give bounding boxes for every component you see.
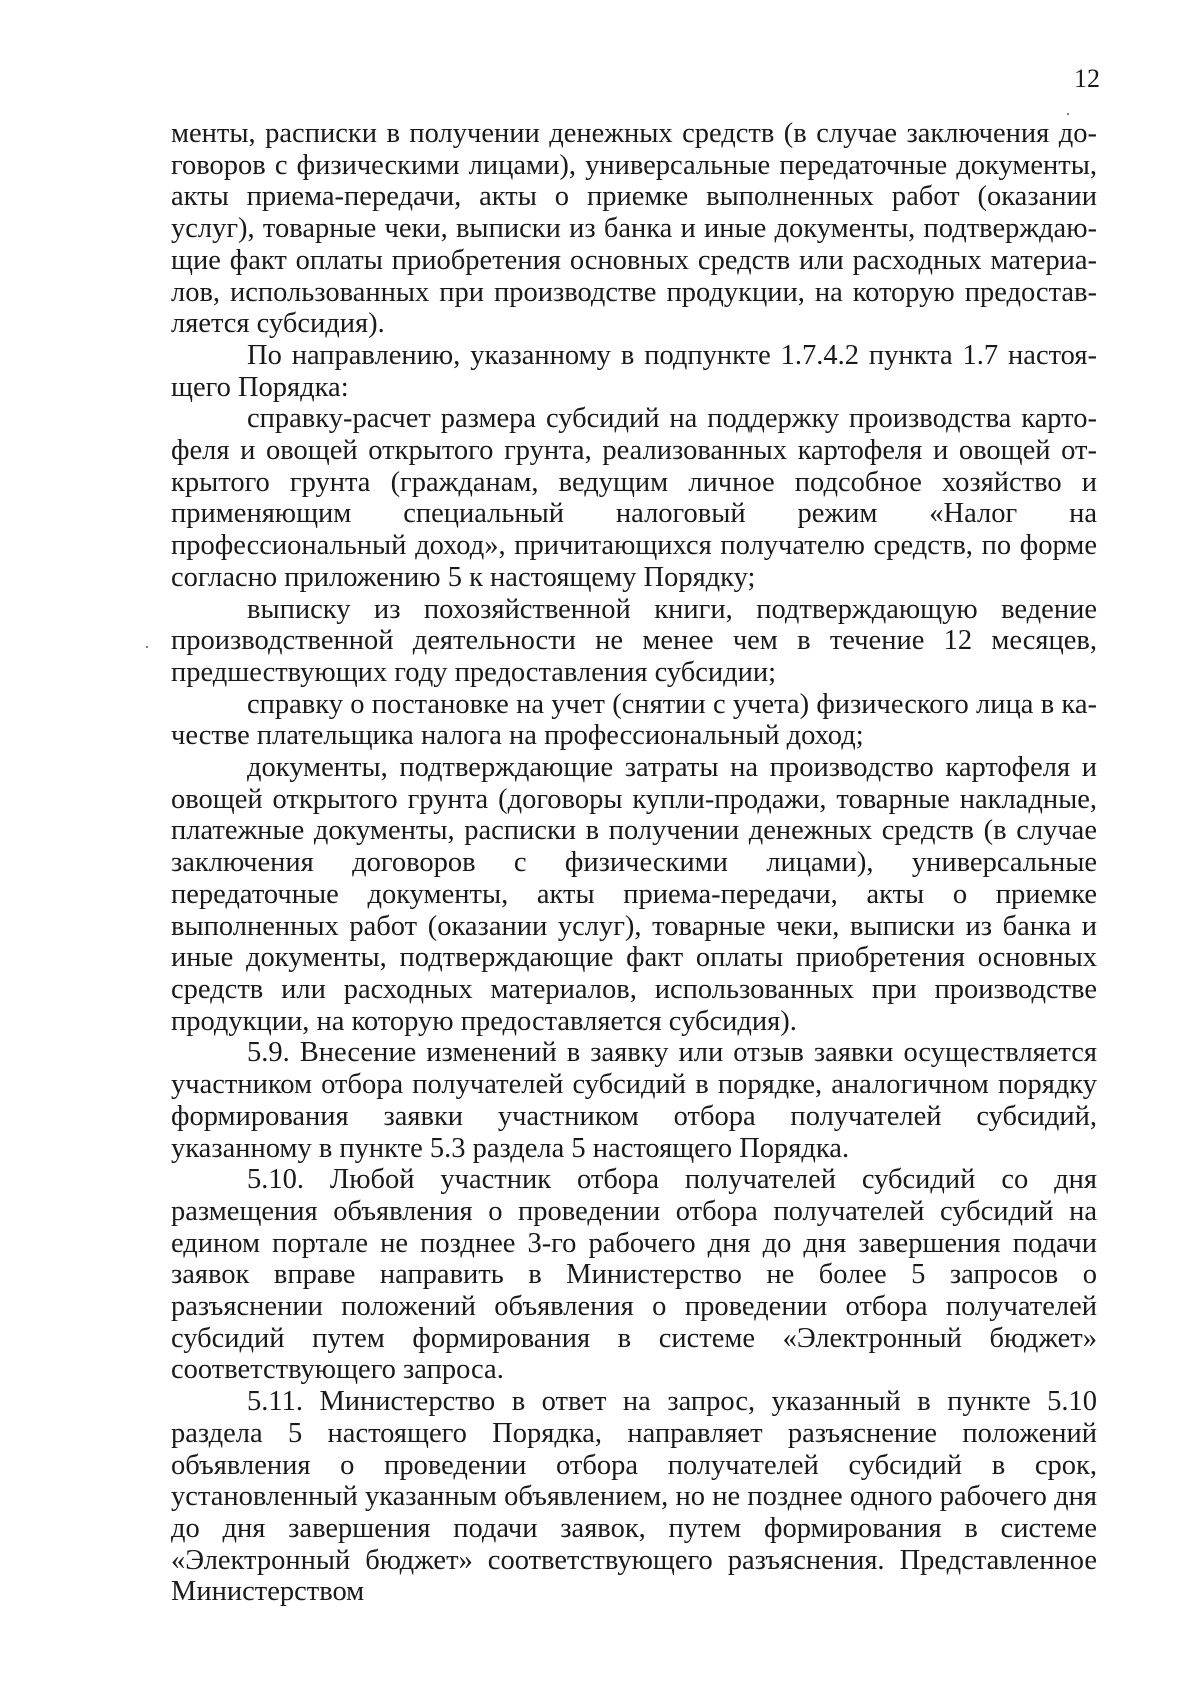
paragraph-household-book-extract: выписку из похозяйственной книги, подтверждающую ведение производственной деятельности не менее чем в течение 12 месяцев, предшествующих году предоставления субсидии;: [171, 593, 1097, 688]
paragraph-clause-5-11: 5.11. Министерство в ответ на запрос, указанный в пункте 5.10 раздела 5 настоящего Порядка, направляет разъяснение положений объявления о проведении отбора получателей субсидий в срок, установленный указанным объявлением, но не позднее одного рабочего дня до дня завершения подачи заявок, путем формирования в системе «Электронный бюджет» соответствующего разъяснения. Представленное Министерством: [171, 1386, 1097, 1608]
paragraph-continuation: менты, расписки в получении денежных средств (в случае заключения договоров с физическими лицами), универсальные передаточные документы, акты приема-передачи, акты о приемке выполненных работ (оказании услуг), товарные чеки, выписки из банка и иные документы, подтверждающие факт оплаты приобретения основных средств или расходных материалов, использованных при производстве продукции, на которую предоставляется субсидия).: [171, 118, 1097, 340]
document-body: [171, 118, 1097, 1608]
scan-speck: [146, 646, 148, 648]
scan-speck: [1067, 113, 1069, 115]
paragraph-cost-documents: документы, подтверждающие затраты на производство картофеля и овощей открытого грунта (договоры купли-продажи, товарные накладные, платежные документы, расписки в получении денежных средств (в случае заключения договоров с физическими лицами), универсальные передаточные документы, акты приема-передачи, акты о приемке выполненных работ (оказании услуг), товарные чеки, выписки из банка и иные документы, подтверждающие факт оплаты приобретения основных средств или расходных материалов, использованных при производстве продукции, на которую предоставляется субсидия).: [171, 752, 1097, 1037]
paragraph-tax-registration-certificate: справку о постановке на учет (снятии с учета) физического лица в качестве плательщика налога на профессиональный доход;: [171, 688, 1097, 752]
paragraph-calculation-certificate: справку-расчет размера субсидий на поддержку производства картофеля и овощей открытого грунта, реализованных картофеля и овощей открытого грунта (гражданам, ведущим личное подсобное хозяйство и применяющим специальный налоговый режим «Налог на профессиональный доход», причитающихся получателю средств, по форме согласно приложению 5 к настоящему Порядку;: [171, 403, 1097, 593]
paragraph-clause-5-9: 5.9. Внесение изменений в заявку или отзыв заявки осуществляется участником отбора получателей субсидий в порядке, аналогичном порядку формирования заявки участником отбора получателей субсидий, указанному в пункте 5.3 раздела 5 настоящего Порядка.: [171, 1037, 1097, 1164]
page-number: 12: [1074, 64, 1100, 93]
paragraph-direction-intro: По направлению, указанному в подпункте 1.7.4.2 пункта 1.7 настоящего Порядка:: [171, 339, 1097, 403]
paragraph-clause-5-10: 5.10. Любой участник отбора получателей субсидий со дня размещения объявления о проведении отбора получателей субсидий на едином портале не позднее 3-го рабочего дня до дня завершения подачи заявок вправе направить в Министерство не более 5 запросов о разъяснении положений объявления о проведении отбора получателей субсидий путем формирования в системе «Электронный бюджет» соответствующего запроса.: [171, 1164, 1097, 1386]
